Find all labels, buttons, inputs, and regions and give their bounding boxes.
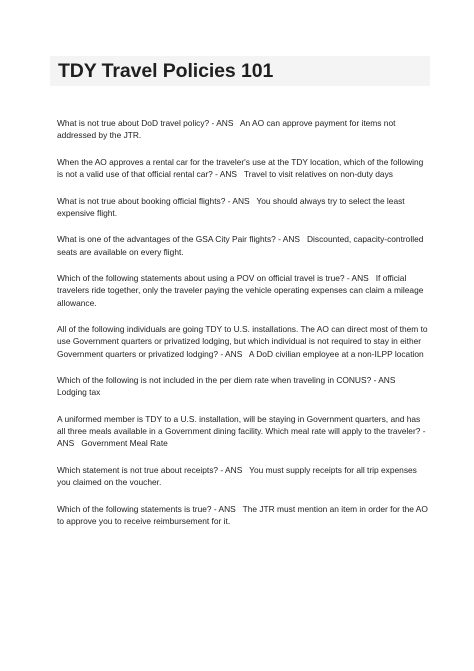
qa-item — [57, 272, 429, 309]
qa-item — [57, 374, 429, 398]
ans-marker: - ANS — [220, 464, 243, 475]
ans-marker: - ANS — [227, 195, 250, 206]
qa-question: When the AO approves a rental car for the traveler's use at the TDY location, which of the following is not a valid use of that official rental car? — [57, 156, 424, 179]
ans-marker: - ANS — [278, 234, 301, 245]
qa-question: What is not true about booking official flights? — [57, 195, 226, 206]
ans-marker: - ANS — [211, 118, 234, 128]
qa-answer: Travel to visit relatives on non-duty days — [243, 169, 393, 179]
qa-answer: A DoD civilian employee at a non-ILPP location — [248, 348, 424, 359]
qa-question: A uniformed member is TDY to a U.S. installation, will be staying in Government quarters, and has all three meals available in a Government dining facility. Which meal rate will apply to the traveler? — [57, 413, 421, 437]
qa-question: What is one of the advantages of the GSA City Pair flights? — [57, 234, 276, 245]
ans-marker: - ANS — [215, 169, 238, 179]
qa-question: Which of the following is not included in the per diem rate when traveling in CONUS? — [57, 375, 372, 386]
qa-answer: Discounted, capacity-controlled seats are available on every flight. — [57, 234, 424, 257]
document-title: TDY Travel Policies 101 — [58, 60, 274, 82]
qa-item — [57, 156, 429, 180]
ans-marker: - ANS — [373, 375, 396, 386]
ans-marker: - ANS — [57, 426, 426, 449]
qa-answer: Lodging tax — [57, 387, 101, 398]
qa-answer: If official travelers ride together, only the traveler paying the vehicle operating expenses can claim a mileage allowance. — [57, 273, 424, 308]
qa-answer: You should always try to select the least expensive flight. — [57, 195, 405, 218]
qa-answer: The JTR must mention an item in order for the AO to approve you to receive reimbursement for it. — [57, 503, 428, 526]
qa-item — [57, 503, 429, 527]
qa-question: Which of the following statements about using a POV on official travel is true? — [57, 273, 345, 284]
qa-item — [57, 323, 429, 360]
ans-marker: - ANS — [346, 273, 369, 284]
qa-item — [57, 233, 429, 257]
qa-answer: You must supply receipts for all trip expenses you claimed on the voucher. — [57, 464, 417, 488]
title-bar — [50, 56, 430, 86]
qa-item — [57, 464, 429, 488]
qa-answer: Government Meal Rate — [81, 438, 168, 449]
qa-list — [57, 117, 429, 542]
qa-question: Which of the following statements is true? — [57, 503, 212, 514]
qa-item — [57, 413, 429, 450]
qa-item — [57, 117, 429, 141]
qa-question: All of the following individuals are going TDY to U.S. installations. The AO can direct most of them to use Government quarters or privatized lodging, but which individual is not required to stay in either Government quarters or privatized lodging? — [57, 324, 428, 359]
ans-marker: - ANS — [213, 503, 236, 514]
qa-question: What is not true about DoD travel policy? — [57, 118, 210, 128]
qa-item — [57, 195, 429, 219]
qa-answer: An AO can approve payment for items not addressed by the JTR. — [57, 118, 396, 141]
qa-question: Which statement is not true about receipts? — [57, 464, 219, 475]
ans-marker: - ANS — [220, 348, 243, 359]
